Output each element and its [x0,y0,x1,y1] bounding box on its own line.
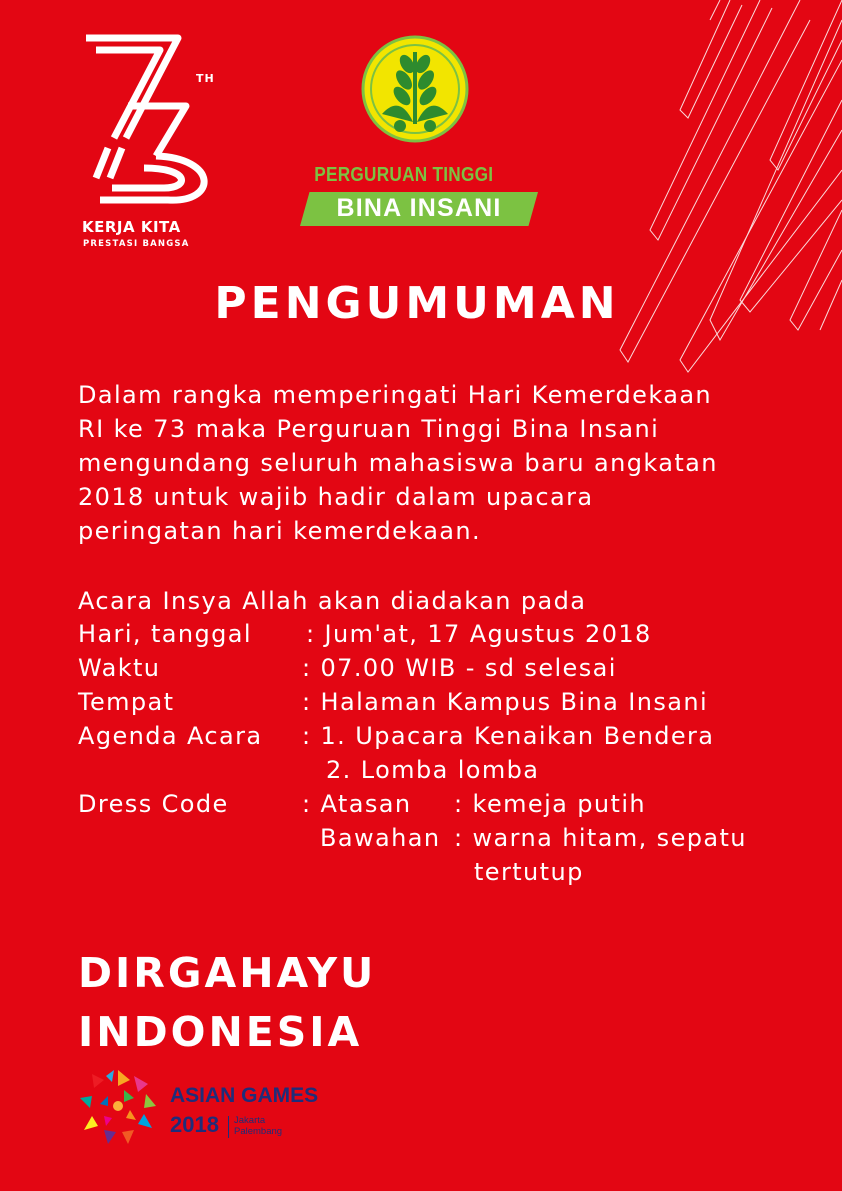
logo-tagline-kerja-kita: KERJA KITA [82,218,181,236]
place-label: Tempat [78,688,175,716]
page-title: PENGUMUMAN [214,278,620,329]
asian-games-title: ASIAN GAMES [170,1084,319,1107]
wheat-emblem-icon [360,34,470,144]
superscript-th: TH [196,72,215,85]
closing-line-1: DIRGAHAYU [78,949,377,997]
dress-code-label: Dress Code [78,790,229,818]
logo-tagline-prestasi-bangsa: PRESTASI BANGSA [83,239,190,249]
time-value: : 07.00 WIB - sd selesai [302,654,617,682]
agenda-label: Agenda Acara [78,722,263,750]
agenda-item-2: 2. Lomba lomba [326,756,540,784]
agenda-item-1: : 1. Upacara Kenaikan Bendera [302,722,715,750]
time-label: Waktu [78,654,161,682]
details-lead: Acara Insya Allah akan diadakan pada [78,587,587,615]
date-label: Hari, tanggal [78,620,252,648]
asian-games-host-cities: Jakarta Palembang [234,1115,283,1137]
asian-games-logo [78,1066,358,1146]
bina-insani-logo [296,34,546,234]
dress-bottom-value-cont: tertutup [474,858,584,886]
hut-ri-73-logo [78,28,228,258]
asian-games-emblem-icon [78,1066,158,1146]
dress-bottom-value: : warna hitam, sepatu [454,824,747,852]
number-73-mark [78,28,218,218]
intro-paragraph: Dalam rangka memperingati Hari Kemerdekaan RI ke 73 maka Perguruan Tinggi Bina Insani mengundang seluruh mahasiswa baru angkatan 2018 untuk wajib hadir dalam upacara peringatan hari kemerdekaan. [78,381,718,545]
dress-top-value: : kemeja putih [454,790,647,818]
dress-bottom-label: Bawahan [320,824,441,852]
date-value: : Jum'at, 17 Agustus 2018 [306,620,652,648]
closing-slogan [78,944,376,1062]
logo-text-perguruan-tinggi: PERGURUAN TINGGI [314,164,494,186]
place-value: : Halaman Kampus Bina Insani [302,688,709,716]
dress-top-label: : Atasan [302,790,412,818]
asian-games-separator [228,1116,229,1138]
closing-line-2: INDONESIA [78,1008,363,1056]
asian-games-year: 2018 [170,1112,219,1137]
logo-text-bina-insani: BINA INSANI [336,194,502,222]
